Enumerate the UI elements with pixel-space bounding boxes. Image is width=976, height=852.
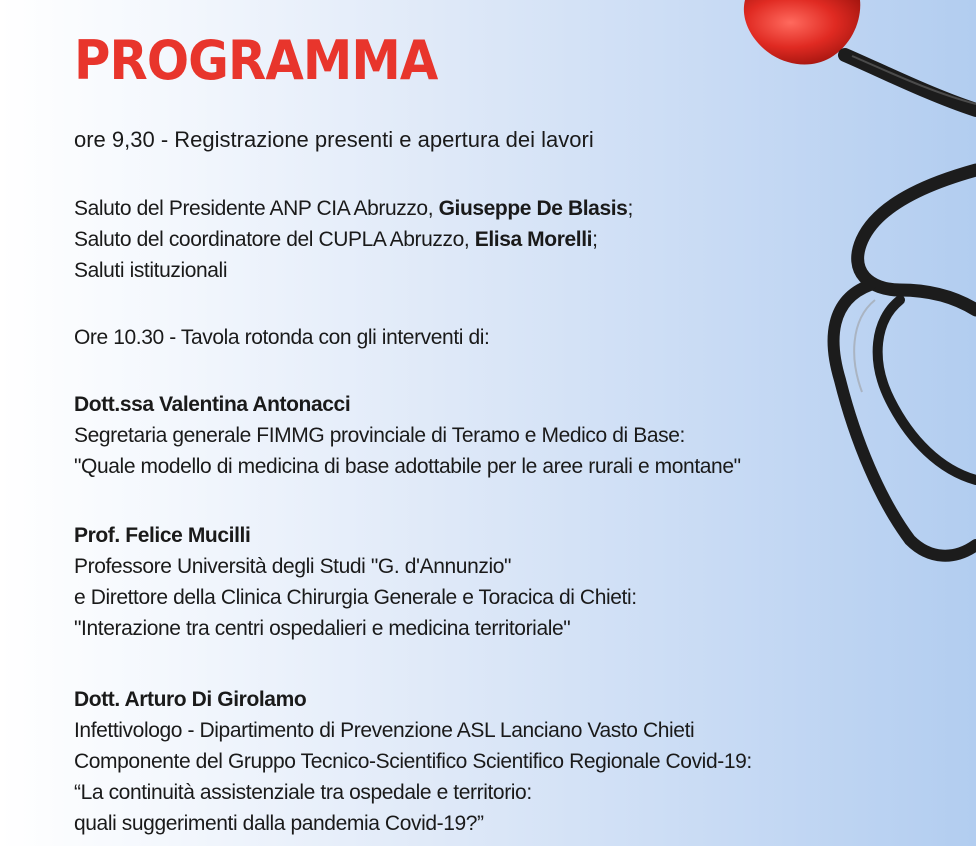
greetings-section (74, 193, 633, 286)
speaker-role: Segretaria generale FIMMG provinciale di Teramo e Medico di Base: (74, 424, 685, 447)
speaker-2 (74, 520, 637, 644)
speaker-role: Infettivologo - Dipartimento di Prevenzione ASL Lanciano Vasto Chieti (74, 719, 695, 742)
speaker-1 (74, 389, 741, 482)
greeting-line: Saluto del Presidente ANP CIA Abruzzo, Giuseppe De Blasis; (74, 197, 633, 220)
roundtable-text: Ore 10.30 - Tavola rotonda con gli interventi di: (74, 326, 490, 349)
speaker-name: Dott.ssa Valentina Antonacci (74, 393, 351, 416)
speaker-3 (74, 684, 752, 839)
opening-line (74, 124, 594, 155)
greeting-line: Saluto del coordinatore del CUPLA Abruzzo, Elisa Morelli; (74, 228, 598, 251)
greeting-line: Saluti istituzionali (74, 259, 228, 282)
speaker-role: e Direttore della Clinica Chirurgia Generale e Toracica di Chieti: (74, 586, 637, 609)
page-title: PROGRAMMA (74, 29, 438, 92)
speaker-topic: “La continuità assistenziale tra ospedale e territorio: (74, 781, 532, 804)
bottom-divider (0, 846, 976, 852)
speaker-role: Professore Università degli Studi "G. d'Annunzio" (74, 555, 512, 578)
roundtable-section (74, 322, 489, 353)
speaker-topic: quali suggerimenti dalla pandemia Covid-19?” (74, 812, 484, 835)
speaker-name: Dott. Arturo Di Girolamo (74, 688, 307, 711)
speaker-role: Componente del Gruppo Tecnico-Scientifico Scientifico Regionale Covid-19: (74, 750, 752, 773)
speaker-topic: "Interazione tra centri ospedalieri e medicina territoriale" (74, 617, 571, 640)
opening-text: ore 9,30 - Registrazione presenti e apertura dei lavori (74, 127, 594, 152)
speaker-topic: "Quale modello di medicina di base adottabile per le aree rurali e montane" (74, 455, 741, 478)
speaker-name: Prof. Felice Mucilli (74, 524, 251, 547)
